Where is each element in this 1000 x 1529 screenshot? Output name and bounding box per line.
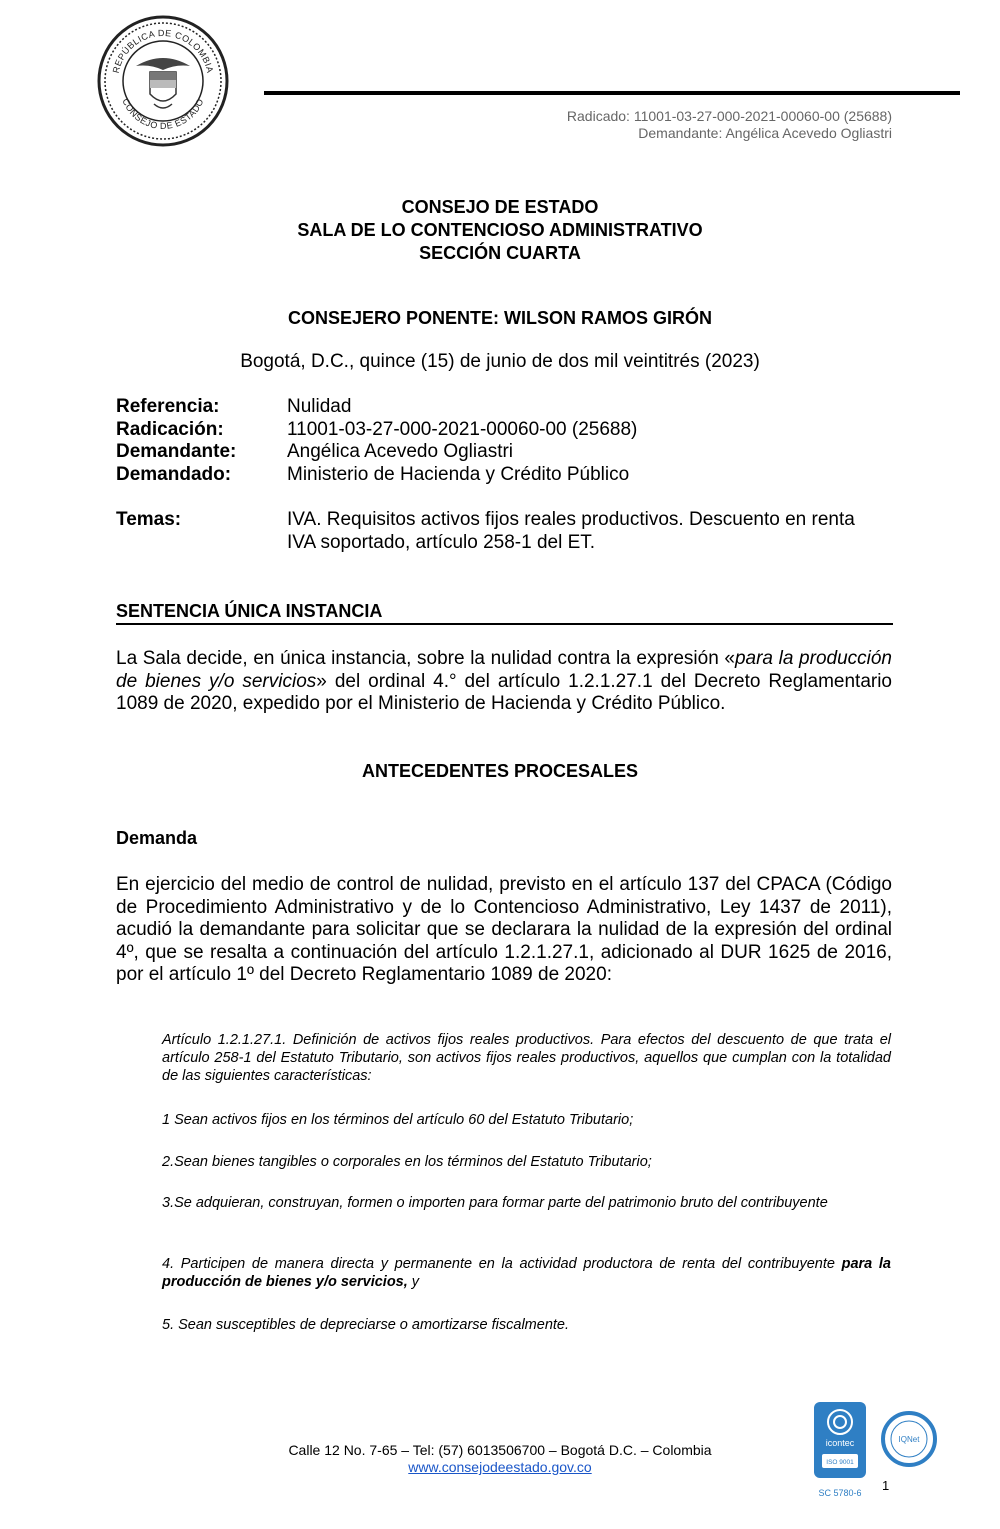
temas-line-1: IVA. Requisitos activos fijos reales productivos. Descuento en renta	[287, 509, 855, 530]
case-info-row	[116, 464, 896, 487]
case-info-row	[116, 419, 896, 442]
svg-text:REPÚBLICA DE COLOMBIA: REPÚBLICA DE COLOMBIA	[110, 27, 216, 75]
case-info	[116, 396, 896, 487]
header-metadata	[567, 108, 892, 142]
demandante-header: Demandante: Angélica Acevedo Ogliastri	[638, 125, 892, 141]
intro-text-italic: para la producción de bienes y/o servicios	[116, 648, 892, 692]
quoted-item-4-text: 4. Participen de manera directa y permanente en la actividad productora de renta del contribuyente	[162, 1256, 842, 1272]
quoted-item-4	[162, 1255, 891, 1291]
quoted-item-1: 1 Sean activos fijos en los términos del artículo 60 del Estatuto Tributario;	[162, 1112, 634, 1128]
intro-paragraph	[116, 648, 892, 716]
svg-text:IQNet: IQNet	[898, 1435, 920, 1444]
court-name: CONSEJO DE ESTADO	[401, 197, 599, 217]
iqnet-certification-logo	[880, 1410, 938, 1468]
case-info-value: Nulidad	[287, 396, 352, 417]
demanda-paragraph: En ejercicio del medio de control de nulidad, previsto en el artículo 137 del CPACA (Código de Procedimiento Administrativo y de lo Contencioso Administrativo, Ley 1437 de 2011), acudió la demandante para solicitar que se declarara la nulidad de la expresión del ordinal 4º, que se resalta a continuación del artículo 1.2.1.27.1, adicionado al DUR 1625 de 2016, por el artículo 1º del Decreto Reglamentario 1089 de 2020:	[116, 874, 892, 985]
svg-text:ISO 9001: ISO 9001	[826, 1459, 854, 1466]
svg-text:CONSEJO DE ESTADO: CONSEJO DE ESTADO	[120, 96, 206, 132]
case-info-value: Ministerio de Hacienda y Crédito Público	[287, 464, 630, 486]
case-info-label: Demandante:	[116, 441, 237, 463]
quoted-item-2: 2.Sean bienes tangibles o corporales en los términos del Estatuto Tributario;	[162, 1154, 652, 1170]
court-section: SECCIÓN CUARTA	[419, 243, 581, 263]
temas-label: Temas:	[116, 509, 182, 530]
footer-website-link[interactable]: www.consejodeestado.gov.co	[408, 1459, 592, 1475]
case-info-label: Radicación:	[116, 418, 224, 440]
footer-address: Calle 12 No. 7-65 – Tel: (57) 6013506700 – Bogotá D.C. – Colombia	[288, 1442, 712, 1458]
intro-text-after: » del ordinal 4.° del artículo 1.2.1.27.1 del Decreto Reglamentario 1089 de 2020, expedido por el Ministerio de Hacienda y Crédito Público.	[116, 670, 892, 714]
consejo-de-estado-seal	[96, 14, 230, 148]
case-info-label: Demandado:	[116, 464, 232, 486]
quoted-article: Artículo 1.2.1.27.1. Definición de activos fijos reales productivos. Para efectos del descuento de que trata el artículo 258-1 del Estatuto Tributario, son activos fijos reales productivos, aquellos que cumplan con la totalidad de las siguientes características:	[162, 1032, 891, 1084]
quoted-item-4-tail: y	[407, 1274, 420, 1290]
case-info-row	[116, 396, 896, 419]
decision-date: Bogotá, D.C., quince (15) de junio de dos mil veintitrés (2023)	[240, 351, 760, 372]
temas-line-2: IVA soportado, artículo 258-1 del ET.	[287, 531, 596, 553]
quoted-item-5: 5. Sean susceptibles de depreciarse o amortizarse fiscalmente.	[162, 1317, 570, 1333]
svg-text:SC 5780-6: SC 5780-6	[818, 1488, 862, 1498]
page-number: 1	[882, 1478, 890, 1493]
intro-text-before: La Sala decide, en única instancia, sobre la nulidad contra la expresión «	[116, 648, 735, 669]
court-heading	[0, 196, 1000, 265]
consejero-ponente: CONSEJERO PONENTE: WILSON RAMOS GIRÓN	[287, 308, 713, 328]
quoted-item-4-highlight: para la producción de bienes y/o servicios,	[162, 1256, 891, 1290]
icontec-certification-logo	[810, 1400, 872, 1504]
court-sala: SALA DE LO CONTENCIOSO ADMINISTRATIVO	[297, 220, 703, 240]
quoted-item-3: 3.Se adquieran, construyan, formen o importen para formar parte del patrimonio bruto del contribuyente	[162, 1195, 828, 1211]
case-info-row	[116, 441, 896, 464]
case-info-value: 11001-03-27-000-2021-00060-00 (25688)	[287, 418, 638, 440]
sentencia-title: SENTENCIA ÚNICA INSTANCIA	[116, 601, 893, 625]
demanda-title: Demanda	[116, 828, 198, 848]
temas	[116, 509, 896, 554]
svg-text:icontec: icontec	[825, 1438, 855, 1448]
header-rule	[264, 91, 960, 95]
antecedentes-title: ANTECEDENTES PROCESALES	[361, 761, 639, 781]
case-info-value: Angélica Acevedo Ogliastri	[287, 441, 514, 463]
radicado-header: Radicado: 11001-03-27-000-2021-00060-00 (25688)	[566, 108, 892, 124]
case-info-label: Referencia:	[116, 396, 220, 417]
